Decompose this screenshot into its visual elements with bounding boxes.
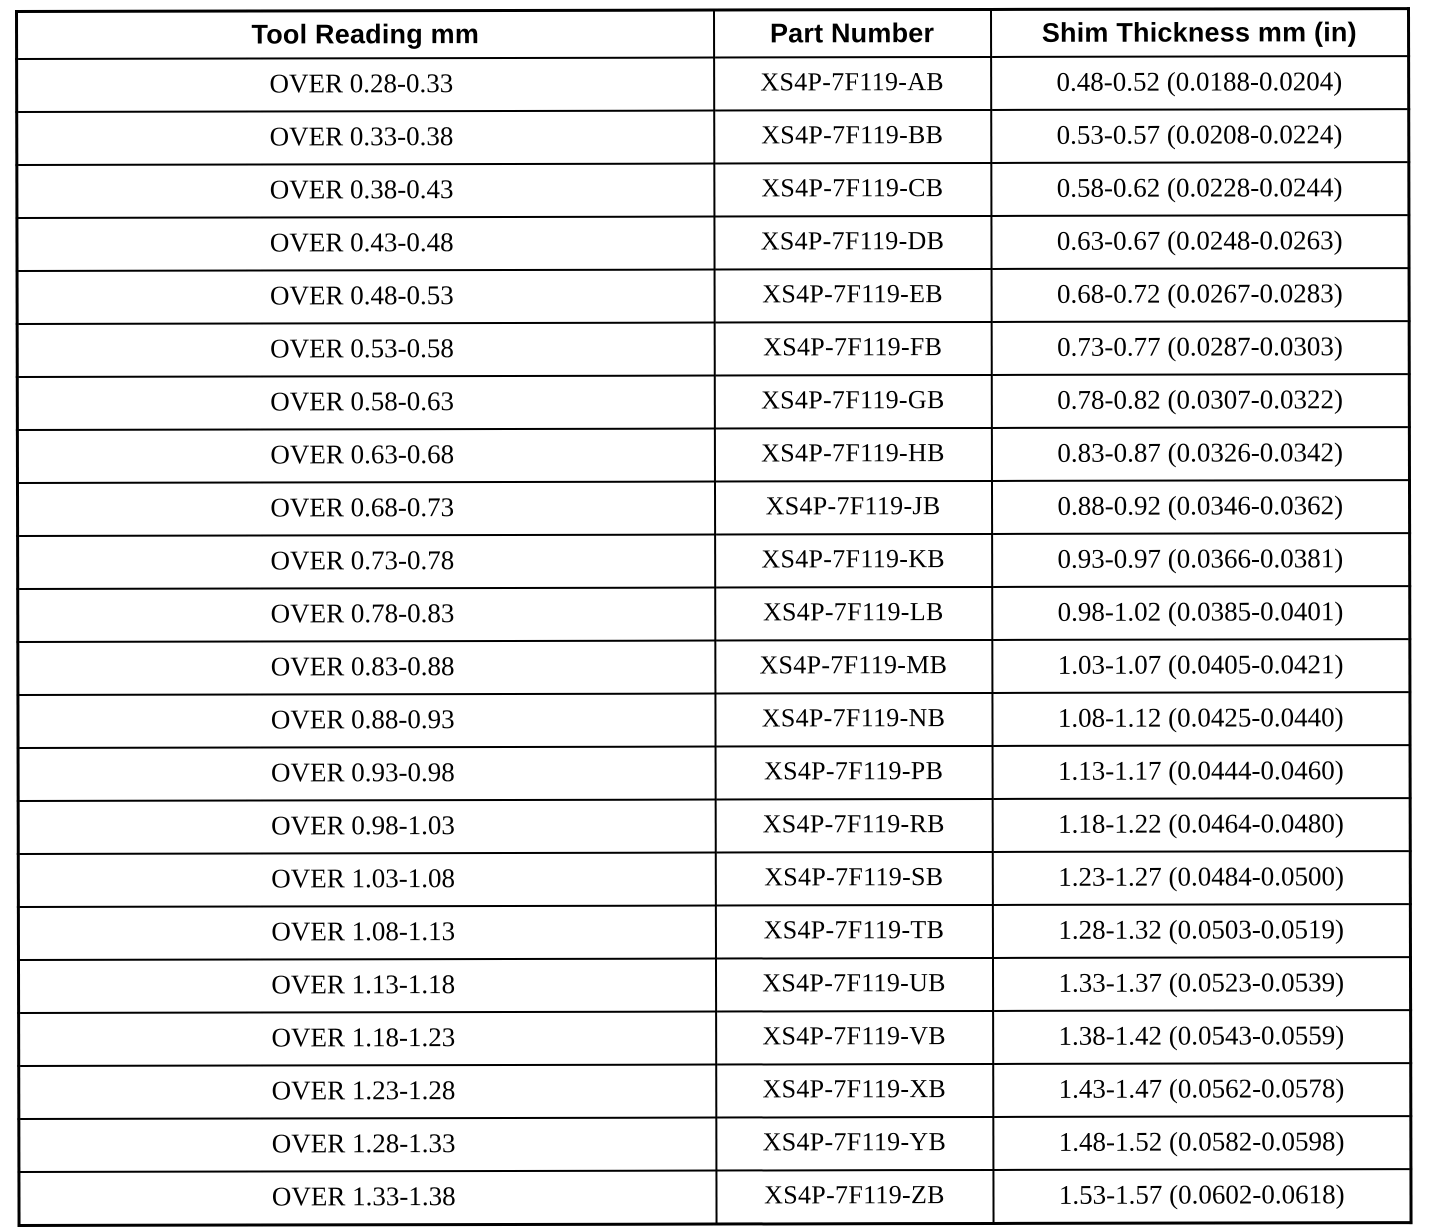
shim-thickness-cell: 0.58-0.62 (0.0228-0.0244) — [991, 162, 1409, 216]
tool-reading-cell: OVER 0.73-0.78 — [18, 535, 715, 589]
tool-reading-cell: OVER 0.58-0.63 — [17, 376, 714, 430]
tool-reading-cell: OVER 1.33-1.38 — [19, 1171, 716, 1226]
shim-thickness-cell: 1.33-1.37 (0.0523-0.0539) — [992, 957, 1410, 1011]
table-row — [17, 268, 1409, 324]
part-number-cell: XS4P-7F119-TB — [715, 905, 992, 959]
table-row — [18, 851, 1410, 907]
header-shim-thickness: Shim Thickness mm (in) — [991, 9, 1409, 57]
tool-reading-cell: OVER 0.68-0.73 — [17, 482, 714, 536]
part-number-cell: XS4P-7F119-RB — [715, 799, 992, 853]
table-row — [17, 215, 1409, 271]
table-row — [17, 56, 1409, 112]
shim-thickness-cell: 1.38-1.42 (0.0543-0.0559) — [993, 1010, 1411, 1064]
table-row — [17, 162, 1409, 218]
part-number-cell: XS4P-7F119-JB — [714, 481, 991, 535]
header-tool-reading: Tool Reading mm — [17, 10, 714, 59]
shim-thickness-cell: 0.83-0.87 (0.0326-0.0342) — [991, 427, 1409, 481]
table-row — [18, 533, 1410, 589]
tool-reading-cell: OVER 0.98-1.03 — [18, 800, 715, 854]
shim-selection-table-wrapper — [15, 7, 1409, 1211]
shim-thickness-cell: 1.28-1.32 (0.0503-0.0519) — [992, 904, 1410, 958]
table-row — [17, 480, 1409, 536]
table-header — [17, 9, 1409, 59]
shim-thickness-cell: 0.63-0.67 (0.0248-0.0263) — [991, 215, 1409, 269]
table-row — [17, 427, 1409, 483]
shim-thickness-cell: 1.08-1.12 (0.0425-0.0440) — [992, 692, 1410, 746]
shim-thickness-cell: 0.88-0.92 (0.0346-0.0362) — [991, 480, 1409, 534]
part-number-cell: XS4P-7F119-DB — [714, 216, 991, 270]
tool-reading-cell: OVER 0.88-0.93 — [18, 694, 715, 748]
table-row — [19, 1169, 1411, 1225]
table-row — [18, 692, 1410, 748]
table-row — [19, 1010, 1411, 1066]
table-row — [18, 904, 1410, 960]
tool-reading-cell: OVER 0.83-0.88 — [18, 641, 715, 695]
tool-reading-cell: OVER 1.03-1.08 — [18, 853, 715, 907]
shim-thickness-cell: 1.03-1.07 (0.0405-0.0421) — [992, 639, 1410, 693]
part-number-cell: XS4P-7F119-MB — [715, 640, 992, 694]
part-number-cell: XS4P-7F119-ZB — [716, 1170, 993, 1224]
tool-reading-cell: OVER 0.28-0.33 — [17, 58, 714, 112]
part-number-cell: XS4P-7F119-EB — [714, 269, 991, 323]
tool-reading-cell: OVER 1.18-1.23 — [19, 1012, 716, 1066]
tool-reading-cell: OVER 0.33-0.38 — [17, 111, 714, 165]
tool-reading-cell: OVER 1.13-1.18 — [18, 959, 715, 1013]
table-row — [18, 957, 1410, 1013]
shim-thickness-cell: 0.98-1.02 (0.0385-0.0401) — [992, 586, 1410, 640]
table-row — [18, 639, 1410, 695]
part-number-cell: XS4P-7F119-LB — [715, 587, 992, 641]
tool-reading-cell: OVER 0.63-0.68 — [17, 429, 714, 483]
tool-reading-cell: OVER 0.53-0.58 — [17, 323, 714, 377]
table-row — [18, 745, 1410, 801]
table-row — [19, 1063, 1411, 1119]
shim-selection-table — [15, 7, 1413, 1227]
tool-reading-cell: OVER 0.38-0.43 — [17, 164, 714, 218]
table-row — [17, 109, 1409, 165]
header-part-number: Part Number — [714, 9, 991, 57]
part-number-cell: XS4P-7F119-UB — [715, 958, 992, 1012]
shim-thickness-cell: 1.53-1.57 (0.0602-0.0618) — [993, 1169, 1411, 1223]
part-number-cell: XS4P-7F119-FB — [714, 322, 991, 376]
part-number-cell: XS4P-7F119-PB — [715, 746, 992, 800]
table-row — [19, 1116, 1411, 1172]
part-number-cell: XS4P-7F119-SB — [715, 852, 992, 906]
part-number-cell: XS4P-7F119-VB — [716, 1011, 993, 1065]
shim-thickness-cell: 1.48-1.52 (0.0582-0.0598) — [993, 1116, 1411, 1170]
tool-reading-cell: OVER 1.23-1.28 — [19, 1065, 716, 1119]
part-number-cell: XS4P-7F119-BB — [714, 110, 991, 164]
shim-thickness-cell: 0.93-0.97 (0.0366-0.0381) — [992, 533, 1410, 587]
tool-reading-cell: OVER 0.43-0.48 — [17, 217, 714, 271]
shim-thickness-cell: 0.68-0.72 (0.0267-0.0283) — [991, 268, 1409, 322]
part-number-cell: XS4P-7F119-YB — [716, 1117, 993, 1171]
shim-thickness-cell: 1.43-1.47 (0.0562-0.0578) — [993, 1063, 1411, 1117]
part-number-cell: XS4P-7F119-NB — [715, 693, 992, 747]
shim-thickness-cell: 1.23-1.27 (0.0484-0.0500) — [992, 851, 1410, 905]
shim-thickness-cell: 0.73-0.77 (0.0287-0.0303) — [991, 321, 1409, 375]
table-row — [18, 586, 1410, 642]
shim-thickness-cell: 1.18-1.22 (0.0464-0.0480) — [992, 798, 1410, 852]
shim-thickness-cell: 0.78-0.82 (0.0307-0.0322) — [991, 374, 1409, 428]
shim-thickness-cell: 0.48-0.52 (0.0188-0.0204) — [991, 56, 1409, 110]
table-row — [18, 798, 1410, 854]
tool-reading-cell: OVER 0.78-0.83 — [18, 588, 715, 642]
part-number-cell: XS4P-7F119-GB — [714, 375, 991, 429]
table-row — [17, 374, 1409, 430]
part-number-cell: XS4P-7F119-AB — [714, 57, 991, 111]
shim-thickness-cell: 0.53-0.57 (0.0208-0.0224) — [991, 109, 1409, 163]
tool-reading-cell: OVER 1.08-1.13 — [18, 906, 715, 960]
shim-thickness-cell: 1.13-1.17 (0.0444-0.0460) — [992, 745, 1410, 799]
tool-reading-cell: OVER 0.93-0.98 — [18, 747, 715, 801]
table-body — [17, 56, 1411, 1225]
tool-reading-cell: OVER 0.48-0.53 — [17, 270, 714, 324]
part-number-cell: XS4P-7F119-KB — [715, 534, 992, 588]
header-row — [17, 9, 1409, 59]
table-row — [17, 321, 1409, 377]
tool-reading-cell: OVER 1.28-1.33 — [19, 1118, 716, 1172]
part-number-cell: XS4P-7F119-CB — [714, 163, 991, 217]
part-number-cell: XS4P-7F119-XB — [716, 1064, 993, 1118]
part-number-cell: XS4P-7F119-HB — [714, 428, 991, 482]
